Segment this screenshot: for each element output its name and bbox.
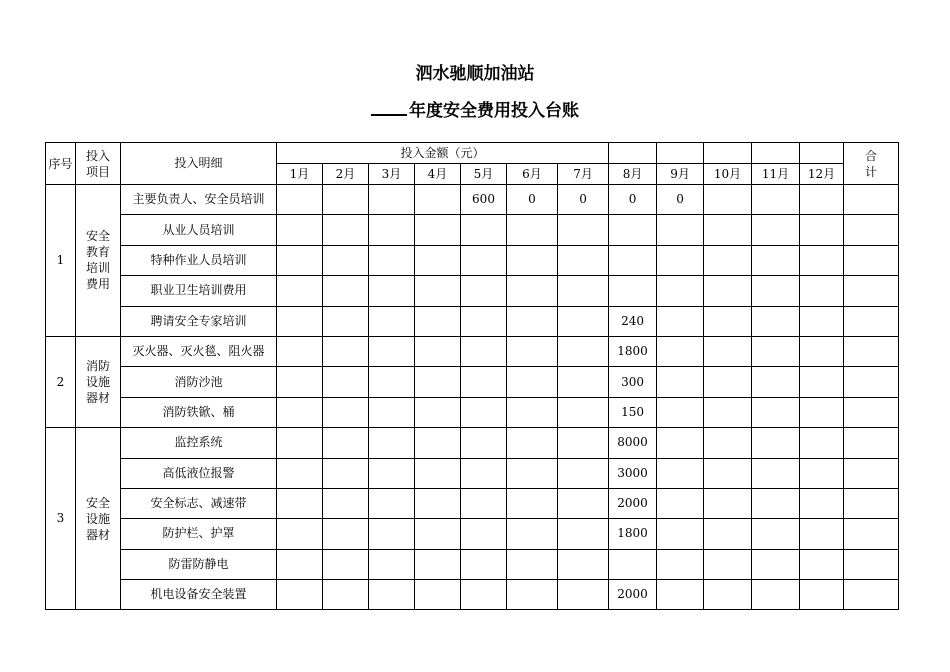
amount-cell-month-5: [461, 488, 507, 518]
amount-cell-month-2: [323, 306, 369, 336]
amount-cell-month-2: [323, 428, 369, 458]
table-row: [46, 367, 899, 397]
amount-cell-month-4: [415, 336, 461, 366]
amount-cell-month-5: [461, 397, 507, 427]
amount-cell-month-6: [507, 276, 558, 306]
row-detail: 防雷防静电: [121, 549, 277, 579]
row-total: [844, 306, 899, 336]
amount-cell-month-6: [507, 549, 558, 579]
amount-cell-month-8: [609, 549, 657, 579]
amount-cell-month-6: [507, 488, 558, 518]
table-row: [46, 276, 899, 306]
header-month-12: 12月: [800, 164, 844, 185]
amount-cell-month-11: [752, 367, 800, 397]
amount-cell-month-1: [277, 276, 323, 306]
amount-cell-month-9: [657, 367, 704, 397]
row-detail: 从业人员培训: [121, 215, 277, 245]
amount-cell-month-9: [657, 397, 704, 427]
amount-cell-month-4: [415, 580, 461, 610]
row-detail: 灭火器、灭火毯、阻火器: [121, 336, 277, 366]
amount-cell-month-4: [415, 458, 461, 488]
amount-cell-month-10: [704, 245, 752, 275]
header-row-top: [46, 143, 899, 164]
table-row: [46, 458, 899, 488]
header-month-2: 2月: [323, 164, 369, 185]
amount-cell-month-6: [507, 397, 558, 427]
row-detail: 防护栏、护罩: [121, 519, 277, 549]
table-row: [46, 580, 899, 610]
amount-cell-month-11: [752, 276, 800, 306]
amount-cell-month-11: [752, 336, 800, 366]
amount-cell-month-3: [369, 185, 415, 215]
amount-cell-month-11: [752, 519, 800, 549]
amount-cell-month-11: [752, 245, 800, 275]
row-total: [844, 276, 899, 306]
header-month-6: 6月: [507, 164, 558, 185]
amount-cell-month-8: 8000: [609, 428, 657, 458]
amount-cell-month-9: 0: [657, 185, 704, 215]
amount-cell-month-3: [369, 215, 415, 245]
amount-cell-month-4: [415, 488, 461, 518]
amount-cell-month-2: [323, 215, 369, 245]
amount-cell-month-9: [657, 488, 704, 518]
amount-cell-month-5: [461, 245, 507, 275]
row-detail: 职业卫生培训费用: [121, 276, 277, 306]
amount-cell-month-3: [369, 428, 415, 458]
amount-cell-month-7: [558, 215, 609, 245]
amount-cell-month-1: [277, 458, 323, 488]
amount-cell-month-8: 300: [609, 367, 657, 397]
amount-cell-month-3: [369, 458, 415, 488]
group-seq: 3: [46, 428, 76, 610]
amount-cell-month-12: [800, 488, 844, 518]
amount-cell-month-10: [704, 519, 752, 549]
amount-cell-month-1: [277, 549, 323, 579]
amount-cell-month-4: [415, 276, 461, 306]
amount-cell-month-4: [415, 549, 461, 579]
amount-cell-month-7: [558, 549, 609, 579]
amount-cell-month-9: [657, 276, 704, 306]
amount-cell-month-1: [277, 428, 323, 458]
amount-cell-month-4: [415, 519, 461, 549]
amount-cell-month-3: [369, 276, 415, 306]
amount-cell-month-7: [558, 488, 609, 518]
amount-cell-month-2: [323, 185, 369, 215]
amount-cell-month-10: [704, 580, 752, 610]
amount-cell-month-8: [609, 245, 657, 275]
row-total: [844, 336, 899, 366]
amount-cell-month-9: [657, 549, 704, 579]
amount-cell-month-10: [704, 397, 752, 427]
amount-cell-month-3: [369, 549, 415, 579]
amount-cell-month-10: [704, 488, 752, 518]
amount-cell-month-10: [704, 276, 752, 306]
document-title: 泗水驰顺加油站: [415, 64, 535, 84]
amount-cell-month-6: [507, 580, 558, 610]
row-detail: 特种作业人员培训: [121, 245, 277, 275]
amount-cell-month-1: [277, 580, 323, 610]
amount-cell-month-7: [558, 245, 609, 275]
amount-cell-month-8: 0: [609, 185, 657, 215]
amount-cell-month-12: [800, 276, 844, 306]
document-subtitle: [0, 96, 950, 124]
amount-cell-month-4: [415, 185, 461, 215]
group-seq: 1: [46, 185, 76, 337]
amount-cell-month-2: [323, 245, 369, 275]
amount-cell-month-5: [461, 276, 507, 306]
amount-cell-month-11: [752, 397, 800, 427]
amount-cell-month-10: [704, 428, 752, 458]
amount-cell-month-12: [800, 458, 844, 488]
amount-cell-month-11: [752, 580, 800, 610]
amount-cell-month-12: [800, 428, 844, 458]
group-item: 安全教育培训费用: [76, 185, 121, 337]
table-row: [46, 306, 899, 336]
row-detail: 高低液位报警: [121, 458, 277, 488]
amount-cell-month-6: [507, 245, 558, 275]
row-detail: 消防铁锨、桶: [121, 397, 277, 427]
subtitle-text: 年度安全费用投入台账: [409, 101, 579, 121]
row-total: [844, 245, 899, 275]
amount-cell-month-1: [277, 519, 323, 549]
amount-cell-month-7: [558, 306, 609, 336]
amount-cell-month-1: [277, 306, 323, 336]
table-row: [46, 185, 899, 215]
row-detail: 监控系统: [121, 428, 277, 458]
amount-cell-month-4: [415, 245, 461, 275]
amount-cell-month-2: [323, 276, 369, 306]
amount-cell-month-12: [800, 215, 844, 245]
amount-cell-month-7: [558, 336, 609, 366]
amount-cell-month-6: 0: [507, 185, 558, 215]
amount-cell-month-2: [323, 580, 369, 610]
amount-cell-month-5: [461, 580, 507, 610]
amount-cell-month-8: 2000: [609, 580, 657, 610]
row-total: [844, 549, 899, 579]
amount-cell-month-10: [704, 306, 752, 336]
row-total: [844, 215, 899, 245]
table-row: [46, 519, 899, 549]
amount-cell-month-9: [657, 245, 704, 275]
amount-cell-month-3: [369, 367, 415, 397]
amount-cell-month-4: [415, 367, 461, 397]
amount-cell-month-12: [800, 397, 844, 427]
header-blank: [752, 143, 800, 164]
amount-cell-month-5: [461, 215, 507, 245]
amount-cell-month-4: [415, 306, 461, 336]
header-blank: [800, 143, 844, 164]
row-total: [844, 488, 899, 518]
amount-cell-month-1: [277, 488, 323, 518]
amount-cell-month-12: [800, 185, 844, 215]
amount-cell-month-5: [461, 306, 507, 336]
amount-cell-month-2: [323, 488, 369, 518]
amount-cell-month-11: [752, 306, 800, 336]
amount-cell-month-8: 2000: [609, 488, 657, 518]
amount-cell-month-7: 0: [558, 185, 609, 215]
row-detail: 聘请安全专家培训: [121, 306, 277, 336]
amount-cell-month-12: [800, 519, 844, 549]
header-seq: 序号: [46, 143, 76, 185]
amount-cell-month-7: [558, 397, 609, 427]
amount-cell-month-4: [415, 397, 461, 427]
amount-cell-month-1: [277, 245, 323, 275]
amount-cell-month-5: [461, 336, 507, 366]
amount-cell-month-9: [657, 458, 704, 488]
amount-cell-month-2: [323, 458, 369, 488]
amount-cell-month-7: [558, 580, 609, 610]
row-detail: 机电设备安全装置: [121, 580, 277, 610]
amount-cell-month-11: [752, 185, 800, 215]
amount-cell-month-1: [277, 367, 323, 397]
amount-cell-month-7: [558, 367, 609, 397]
row-total: [844, 458, 899, 488]
amount-cell-month-6: [507, 215, 558, 245]
row-total: [844, 580, 899, 610]
amount-cell-month-10: [704, 367, 752, 397]
amount-cell-month-12: [800, 245, 844, 275]
row-detail: 消防沙池: [121, 367, 277, 397]
table-row: [46, 215, 899, 245]
amount-cell-month-5: 600: [461, 185, 507, 215]
amount-cell-month-2: [323, 519, 369, 549]
amount-cell-month-12: [800, 549, 844, 579]
table-row: [46, 488, 899, 518]
amount-cell-month-6: [507, 458, 558, 488]
header-month-11: 11月: [752, 164, 800, 185]
amount-cell-month-7: [558, 519, 609, 549]
amount-cell-month-3: [369, 245, 415, 275]
amount-cell-month-10: [704, 185, 752, 215]
amount-cell-month-3: [369, 488, 415, 518]
amount-cell-month-12: [800, 306, 844, 336]
amount-cell-month-12: [800, 336, 844, 366]
amount-cell-month-2: [323, 397, 369, 427]
header-month-4: 4月: [415, 164, 461, 185]
table-row: [46, 245, 899, 275]
amount-cell-month-11: [752, 488, 800, 518]
amount-cell-month-10: [704, 336, 752, 366]
header-month-5: 5月: [461, 164, 507, 185]
header-month-9: 9月: [657, 164, 704, 185]
table-row: [46, 397, 899, 427]
group-item: 消防设施器材: [76, 336, 121, 427]
amount-cell-month-5: [461, 519, 507, 549]
amount-cell-month-11: [752, 215, 800, 245]
header-blank: [704, 143, 752, 164]
amount-cell-month-5: [461, 367, 507, 397]
row-detail: 主要负责人、安全员培训: [121, 185, 277, 215]
amount-cell-month-6: [507, 519, 558, 549]
amount-cell-month-5: [461, 549, 507, 579]
amount-cell-month-8: 1800: [609, 519, 657, 549]
amount-cell-month-9: [657, 215, 704, 245]
header-month-8: 8月: [609, 164, 657, 185]
amount-cell-month-2: [323, 367, 369, 397]
amount-cell-month-4: [415, 428, 461, 458]
row-total: [844, 519, 899, 549]
group-item: 安全设施器材: [76, 428, 121, 610]
amount-cell-month-12: [800, 580, 844, 610]
amount-cell-month-1: [277, 397, 323, 427]
amount-cell-month-1: [277, 185, 323, 215]
amount-cell-month-1: [277, 336, 323, 366]
group-seq: 2: [46, 336, 76, 427]
row-detail: 安全标志、减速带: [121, 488, 277, 518]
amount-cell-month-9: [657, 306, 704, 336]
amount-cell-month-7: [558, 428, 609, 458]
header-month-7: 7月: [558, 164, 609, 185]
amount-cell-month-2: [323, 549, 369, 579]
amount-cell-month-10: [704, 458, 752, 488]
amount-cell-month-8: 1800: [609, 336, 657, 366]
amount-cell-month-5: [461, 458, 507, 488]
amount-cell-month-6: [507, 306, 558, 336]
amount-cell-month-4: [415, 215, 461, 245]
amount-cell-month-9: [657, 336, 704, 366]
amount-cell-month-12: [800, 367, 844, 397]
year-blank: [371, 96, 407, 116]
table-row: [46, 549, 899, 579]
header-month-3: 3月: [369, 164, 415, 185]
amount-cell-month-11: [752, 549, 800, 579]
header-month-1: 1月: [277, 164, 323, 185]
amount-cell-month-7: [558, 458, 609, 488]
header-detail: 投入明细: [121, 143, 277, 185]
table-row: [46, 428, 899, 458]
amount-cell-month-3: [369, 580, 415, 610]
amount-cell-month-8: 240: [609, 306, 657, 336]
amount-cell-month-8: 150: [609, 397, 657, 427]
amount-cell-month-6: [507, 367, 558, 397]
amount-cell-month-8: 3000: [609, 458, 657, 488]
amount-cell-month-9: [657, 519, 704, 549]
amount-cell-month-8: [609, 215, 657, 245]
header-blank: [609, 143, 657, 164]
header-month-10: 10月: [704, 164, 752, 185]
amount-cell-month-7: [558, 276, 609, 306]
header-amount: 投入金额（元）: [277, 143, 609, 164]
header-total: 合计: [844, 143, 899, 185]
amount-cell-month-3: [369, 397, 415, 427]
header-blank: [657, 143, 704, 164]
amount-cell-month-11: [752, 428, 800, 458]
amount-cell-month-8: [609, 276, 657, 306]
safety-expense-ledger-table: [45, 142, 899, 610]
amount-cell-month-1: [277, 215, 323, 245]
row-total: [844, 185, 899, 215]
amount-cell-month-3: [369, 336, 415, 366]
amount-cell-month-6: [507, 336, 558, 366]
header-item: 投入项目: [76, 143, 121, 185]
row-total: [844, 397, 899, 427]
amount-cell-month-3: [369, 519, 415, 549]
table-row: [46, 336, 899, 366]
amount-cell-month-2: [323, 336, 369, 366]
row-total: [844, 367, 899, 397]
amount-cell-month-9: [657, 428, 704, 458]
amount-cell-month-5: [461, 428, 507, 458]
amount-cell-month-6: [507, 428, 558, 458]
amount-cell-month-3: [369, 306, 415, 336]
amount-cell-month-10: [704, 549, 752, 579]
amount-cell-month-10: [704, 215, 752, 245]
row-total: [844, 428, 899, 458]
amount-cell-month-9: [657, 580, 704, 610]
amount-cell-month-11: [752, 458, 800, 488]
